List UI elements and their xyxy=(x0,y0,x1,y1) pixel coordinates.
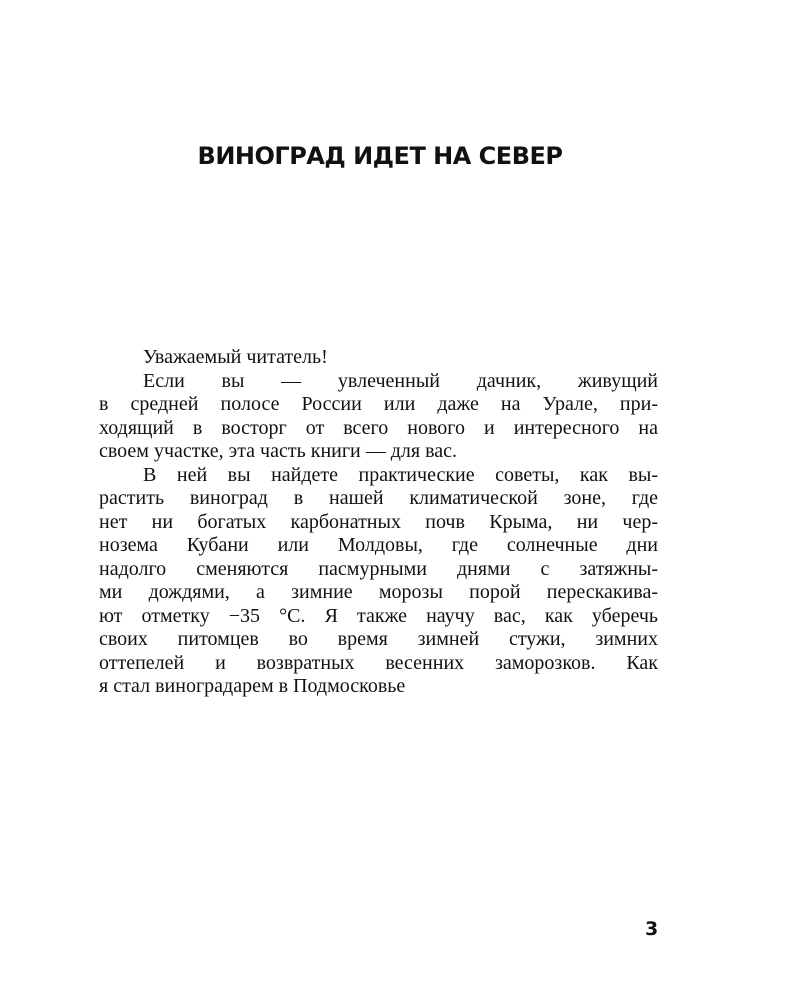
text-line: ют отметку −35 °С. Я также научу вас, как уберечь xyxy=(99,604,658,627)
text-line: в средней полосе России или даже на Урале, при- xyxy=(99,393,658,415)
text-line: своих питомцев во время зимней стужи, зимних xyxy=(99,628,658,650)
text-line: нет ни богатых карбонатных почв Крыма, ни чер- xyxy=(99,510,658,533)
text-line: растить виноград в нашей климатической зоне, где xyxy=(99,487,658,509)
text-line: оттепелей и возвратных весенних заморозков. Как xyxy=(99,651,658,674)
text-line: надолго сменяются пасмурными днями с затяжны- xyxy=(99,557,658,580)
text-line: ми дождями, а зимние морозы порой перескакива- xyxy=(99,581,658,603)
body-text xyxy=(99,346,658,699)
text-line: нозема Кубани или Молдовы, где солнечные дни xyxy=(99,534,658,556)
text-line: Уважаемый читатель! xyxy=(143,346,328,368)
text-line: я стал виноградарем в Подмосковье xyxy=(99,675,406,697)
page-number: 3 xyxy=(645,918,659,940)
text-line: Если вы — увлеченный дачник, живущий xyxy=(143,369,658,392)
text-line: ходящий в восторг от всего нового и интересного на xyxy=(99,416,658,439)
text-line: своем участке, эта часть книги — для вас. xyxy=(99,440,458,462)
chapter-title: ВИНОГРАД ИДЕТ НА СЕВЕР xyxy=(197,142,563,170)
text-line: В ней вы найдете практические советы, как вы- xyxy=(143,463,658,486)
